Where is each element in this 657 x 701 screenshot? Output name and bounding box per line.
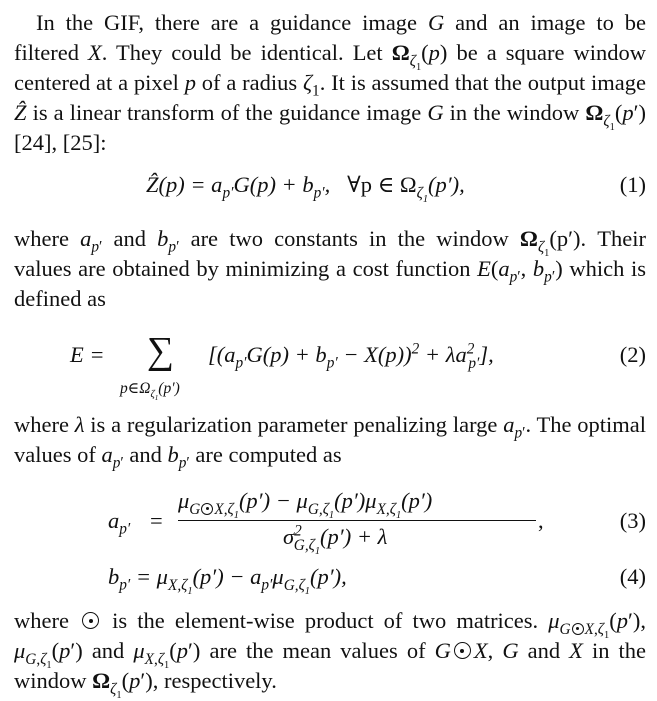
- equation-4-body: $b_{p'} = \mu_{X,\zeta_1}(p') - a_{p'}\mu_{G,\zeta_1}(p')$,: [108, 564, 347, 597]
- summation-limit: $p\in\Omega_{\zeta_1}(p')$: [120, 380, 180, 403]
- odot-operator-icon: [82, 612, 99, 629]
- paragraph-optimal: where λ is a regularization parameter penalizing large $a_{p'}$. The optimal values of $a_{p'}$ and $b_{p'}$ are computed as: [14, 412, 646, 472]
- equation-3-numerator: $\mu_{G X,\zeta_1}(p') - \mu_{G,\zeta_1}(p')\mu_{X,\zeta_1}(p')$: [178, 488, 433, 521]
- equation-1: [0, 170, 657, 214]
- equation-2-lhs: E =: [70, 342, 105, 367]
- equation-3: [0, 486, 657, 556]
- equation-3-lhs: $a_{p'}$: [108, 508, 131, 538]
- equation-3-denominator: $\sigma^2_{G,\zeta_1}(p') + \lambda$: [283, 522, 388, 557]
- odot-operator-icon: [572, 623, 584, 635]
- paragraph-where: where is the element-wise product of two matrices. $\mu_{G X,\zeta_1}(p')$, $\mu_{G,\zeta_1}(p')$ and $\mu_{X,\zeta_1}(p')$ are the mean values of G X, G and X in the window $\Omega_{\zeta_1}(p')$, respectively.: [14, 608, 646, 701]
- equation-1-body: Ẑ(p) = $a_{p'}G(p) + b_{p'}$, ∀p ∈ $\Omega_{\zeta_1}(p')$,: [146, 172, 465, 205]
- equation-3-number: (3): [619, 508, 646, 533]
- equation-2-number: (2): [619, 342, 646, 367]
- equation-3-equals: =: [150, 508, 163, 533]
- odot-operator-icon: [201, 503, 213, 515]
- equation-4: [0, 562, 657, 606]
- paragraph-intro: In the GIF, there are a guidance image G and an image to be filtered X. They could be identical. Let $\Omega_{\zeta_1}(p)$ be a square window centered at a pixel p of a radius $\zeta_1$. It is assumed that the output image Ẑ is a linear transform of the guidance image G in the window $\Omega_{\zeta_1}(p')$ [24], [25]:: [14, 10, 647, 155]
- equation-2: [0, 330, 657, 403]
- equation-4-number: (4): [619, 564, 646, 589]
- equation-2-body: $[(a_{p'}G(p) + b_{p'} - X(p))^2 + \lambda a^2_{p'}]$,: [208, 340, 494, 372]
- equation-3-comma: ,: [538, 508, 544, 533]
- paragraph-cost: where $a_{p'}$ and $b_{p'}$ are two constants in the window $\Omega_{\zeta_1}(p')$. Their values are obtained by minimizing a cost function $E(a_{p'}$, $b_{p'}$) which is defined as: [14, 226, 646, 311]
- fraction-bar: [178, 520, 536, 521]
- equation-1-number: (1): [619, 172, 646, 197]
- summation-sign: ∑: [147, 330, 175, 372]
- odot-operator-icon: [454, 642, 471, 659]
